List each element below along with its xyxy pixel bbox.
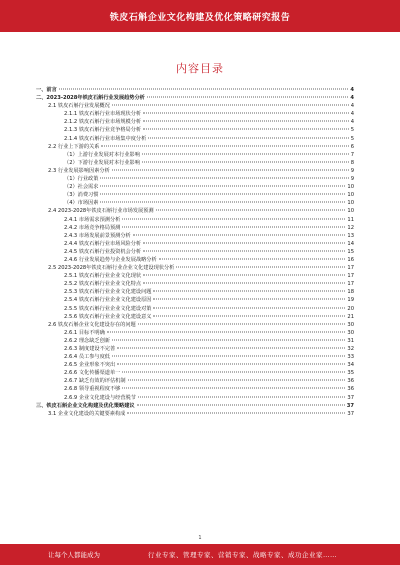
- toc-entry-label: （1）上游行业发展对本行业影响: [64, 151, 140, 158]
- toc-entry-label: 2.6 铁皮石斛企业文化建设存在的问题: [48, 321, 136, 328]
- toc-entry[interactable]: [36, 288, 354, 296]
- toc-entry-page: 10: [347, 192, 354, 199]
- toc-entry-page: 15: [347, 248, 354, 255]
- toc-entry[interactable]: [36, 321, 354, 329]
- toc-dot-leader: [156, 210, 346, 211]
- toc-entry-page: 4: [350, 87, 354, 93]
- toc-dot-leader: [122, 218, 345, 219]
- toc-dot-leader: [143, 121, 349, 122]
- toc-entry[interactable]: [36, 175, 354, 183]
- toc-entry-label: 2.6.3 制度建设不完善: [64, 346, 116, 352]
- toc-dot-leader: [100, 178, 348, 179]
- toc-entry-label: 3.1 企业文化建设的关键要素构成: [48, 410, 126, 417]
- toc-entry-label: （2）下游行业发展对本行业影响: [64, 159, 140, 166]
- toc-entry-label: 2.5.6 铁皮石斛行业企业文化建设意义: [64, 313, 152, 320]
- toc-dot-leader: [143, 113, 349, 114]
- toc-entry-label: 2.4.6 行业发展趋势与企业发展战略分析: [64, 256, 157, 263]
- toc-entry-label: （1）行业政策: [64, 176, 99, 183]
- toc-entry[interactable]: [36, 377, 354, 385]
- toc-entry-page: 12: [347, 224, 354, 231]
- toc-entry-page: 31: [347, 337, 354, 344]
- toc-entry[interactable]: [36, 86, 354, 94]
- toc-entry-page: 33: [347, 354, 354, 361]
- toc-entry-page: 7: [350, 151, 354, 158]
- toc-entry-label: （4）市场因素: [64, 200, 99, 207]
- toc-entry-page: 10: [347, 184, 354, 191]
- toc-entry[interactable]: [36, 280, 354, 288]
- toc-dot-leader: [117, 364, 345, 365]
- toc-dot-leader: [138, 323, 346, 324]
- toc-entry-label: 2.3 行业发展影响因素分析: [48, 167, 110, 174]
- footer-slogan-left: 让每个人都能成为: [48, 551, 100, 559]
- toc-entry-label: 2.5.5 铁皮石斛行业企业文化建设对策: [64, 305, 152, 312]
- toc-entry-label: 2.6.1 目标不明确: [64, 329, 105, 336]
- toc-dot-leader: [143, 129, 349, 130]
- toc-entry-page: 17: [347, 281, 354, 288]
- toc-entry[interactable]: [36, 110, 354, 118]
- toc-entry-label: 2.1 铁皮石斛行业发展概况: [48, 103, 110, 110]
- toc-dot-leader: [122, 226, 345, 227]
- toc-entry-label: 2.4.4 铁皮石斛行业市场风险分析: [64, 240, 142, 247]
- toc-entry[interactable]: [36, 151, 354, 159]
- toc-entry[interactable]: [36, 305, 354, 313]
- toc-dot-leader: [107, 331, 346, 332]
- toc-dot-leader: [117, 348, 345, 349]
- toc-entry-label: 2.4 2023-2028年铁皮石斛行业市场发展预测: [48, 208, 154, 215]
- toc-entry[interactable]: [36, 394, 354, 402]
- toc-entry[interactable]: [36, 216, 354, 224]
- toc-entry-page: 11: [347, 216, 354, 223]
- toc-dot-leader: [100, 202, 345, 203]
- toc-entry-page: 37: [347, 410, 354, 417]
- toc-entry[interactable]: [36, 264, 354, 272]
- toc-entry[interactable]: [36, 410, 354, 418]
- toc-dot-leader: [133, 234, 346, 235]
- toc-entry-page: 4: [350, 119, 354, 126]
- toc-entry-page: 20: [347, 305, 354, 312]
- toc-entry-label: 2.1.4 铁皮石斛行业市场集中度分析: [64, 135, 147, 142]
- toc-dot-leader: [143, 242, 345, 243]
- toc-entry-page: 9: [350, 176, 354, 183]
- toc-entry[interactable]: [36, 167, 354, 175]
- toc-entry-page: 30: [347, 329, 354, 336]
- toc-dot-leader: [143, 283, 345, 284]
- toc-entry-page: 21: [347, 313, 354, 320]
- toc-dot-leader: [148, 137, 348, 138]
- toc-entry[interactable]: [36, 329, 354, 337]
- toc-dot-leader: [112, 339, 345, 340]
- toc-entry[interactable]: [36, 361, 354, 369]
- toc-entry[interactable]: [36, 143, 354, 151]
- toc-entry[interactable]: [36, 248, 354, 256]
- toc-entry-page: 14: [347, 240, 354, 247]
- toc-entry-label: 2.5.4 铁皮石斛行业企业文化建设原因: [64, 297, 152, 304]
- toc-entry[interactable]: [36, 224, 354, 232]
- toc-entry-page: 30: [347, 321, 354, 328]
- toc-entry-page: 9: [350, 167, 354, 174]
- toc-entry-page: 13: [347, 232, 354, 239]
- toc-entry-page: 36: [347, 386, 354, 393]
- toc-entry-label: 2.6.4 员工参与度低: [64, 354, 110, 361]
- toc-entry-page: 17: [347, 265, 354, 272]
- toc-entry[interactable]: [36, 118, 354, 126]
- footer-slogan-right: 行业专家、管理专家、营销专家、战略专家、成功企业家……: [148, 551, 337, 559]
- toc-entry[interactable]: [36, 385, 354, 393]
- toc-entry-label: 2.5 2023-2028年铁皮石斛行业企业文化建设现状分析: [48, 265, 175, 272]
- toc-entry-label: 2.4.5 铁皮石斛行业投资机会分析: [64, 248, 142, 255]
- toc-entry-page: 37: [347, 394, 354, 401]
- toc-dot-leader: [142, 161, 349, 162]
- toc-dot-leader: [100, 194, 345, 195]
- toc-dot-leader: [153, 315, 345, 316]
- toc-dot-leader: [100, 186, 345, 187]
- toc-entry-page: 6: [350, 143, 354, 150]
- toc-entry-page: 4: [350, 95, 354, 102]
- toc-entry-page: 18: [347, 289, 354, 296]
- toc-entry-label: 2.5.3 铁皮石斛行业企业文化建设问题: [64, 289, 152, 296]
- toc-entry-label: 2.1.1 铁皮石斛行业市场现状分析: [64, 111, 142, 118]
- toc-heading: 内容目录: [176, 62, 224, 75]
- toc-entry-label: 2.1.2 铁皮石斛行业市场规模分析: [64, 119, 142, 126]
- toc-entry-page: 19: [347, 297, 354, 304]
- toc-entry-page: 10: [347, 200, 354, 207]
- toc-entry-label: （3）消费习惯: [64, 192, 99, 199]
- toc-dot-leader: [137, 404, 345, 405]
- toc-entry-label: 2.6.6 文化传播渠道单一: [64, 370, 121, 377]
- toc-entry-page: 5: [350, 127, 354, 134]
- toc-entry[interactable]: [36, 353, 354, 361]
- page-number: 1: [198, 535, 202, 541]
- table-of-contents: [36, 86, 354, 418]
- toc-entry-label: 2.6.5 企业形象不突出: [64, 362, 116, 369]
- toc-entry[interactable]: [36, 199, 354, 207]
- toc-entry-page: 4: [350, 103, 354, 110]
- header-banner: [0, 0, 400, 32]
- toc-entry-page: 8: [350, 159, 354, 166]
- toc-entry-label: 2.1.3 铁皮石斛行业竞争格局分析: [64, 127, 142, 134]
- toc-entry[interactable]: [36, 126, 354, 134]
- toc-entry-label: 二、2023-2028年铁皮石斛行业发展趋势分析: [36, 95, 145, 102]
- toc-entry-label: 2.2 行业上下游的关系: [48, 143, 100, 150]
- toc-dot-leader: [112, 169, 349, 170]
- toc-entry-label: 2.6.8 领导重视程度不够: [64, 386, 121, 393]
- toc-dot-leader: [153, 299, 345, 300]
- toc-entry-label: 2.6.9 企业文化建设与经营脱节: [64, 394, 136, 401]
- toc-entry[interactable]: [36, 402, 354, 410]
- toc-entry[interactable]: [36, 313, 354, 321]
- toc-dot-leader: [112, 356, 345, 357]
- toc-entry[interactable]: [36, 240, 354, 248]
- toc-entry-page: 16: [347, 256, 354, 263]
- toc-dot-leader: [176, 267, 345, 268]
- toc-entry-page: 35: [347, 370, 354, 377]
- toc-entry[interactable]: [36, 191, 354, 199]
- report-title: 铁皮石斛企业文化构建及优化策略研究报告: [109, 12, 291, 23]
- toc-entry[interactable]: [36, 94, 354, 102]
- toc-entry[interactable]: [36, 369, 354, 377]
- toc-entry-page: 36: [347, 378, 354, 385]
- toc-dot-leader: [112, 105, 349, 106]
- toc-entry[interactable]: [36, 256, 354, 264]
- toc-entry-page: 37: [346, 402, 354, 409]
- toc-dot-leader: [122, 388, 345, 389]
- toc-dot-leader: [153, 291, 345, 292]
- toc-entry-page: 4: [350, 111, 354, 118]
- toc-entry-label: 2.5.2 铁皮石斛行业企业文化特点: [64, 281, 142, 288]
- toc-entry[interactable]: [36, 345, 354, 353]
- toc-dot-leader: [59, 89, 349, 90]
- toc-entry[interactable]: [36, 183, 354, 191]
- toc-entry-label: 2.6.7 缺乏有效的评估机制: [64, 378, 126, 385]
- toc-dot-leader: [122, 372, 345, 373]
- toc-entry-label: 2.6.2 理念缺乏创新: [64, 337, 110, 344]
- toc-dot-leader: [127, 412, 345, 413]
- toc-entry-label: 2.4.1 市场需求预测分析: [64, 216, 121, 223]
- toc-entry-page: 5: [350, 135, 354, 142]
- toc-dot-leader: [153, 307, 345, 308]
- toc-entry[interactable]: [36, 232, 354, 240]
- toc-entry-label: 三、铁皮石斛企业文化构建及优化策略建议: [36, 402, 135, 409]
- toc-entry[interactable]: [36, 272, 354, 280]
- toc-entry[interactable]: [36, 159, 354, 167]
- toc-dot-leader: [143, 275, 345, 276]
- toc-dot-leader: [147, 97, 349, 98]
- toc-entry-label: 一、前言: [36, 87, 57, 93]
- toc-dot-leader: [142, 153, 349, 154]
- toc-entry-page: 17: [347, 273, 354, 280]
- toc-dot-leader: [128, 380, 346, 381]
- toc-entry-page: 34: [347, 362, 354, 369]
- toc-entry-label: （2）社会需求: [64, 184, 99, 191]
- toc-entry[interactable]: [36, 296, 354, 304]
- toc-entry[interactable]: [36, 102, 354, 110]
- toc-entry-label: 2.5.1 铁皮石斛行业企业文化现状: [64, 273, 142, 280]
- toc-entry-label: 2.4.2 市场竞争格局预测: [64, 224, 121, 231]
- footer-banner: [0, 544, 400, 565]
- toc-dot-leader: [159, 258, 346, 259]
- toc-entry-page: 10: [347, 208, 354, 215]
- toc-dot-leader: [138, 396, 345, 397]
- toc-entry[interactable]: [36, 135, 354, 143]
- toc-dot-leader: [101, 145, 348, 146]
- toc-entry[interactable]: [36, 337, 354, 345]
- toc-dot-leader: [143, 250, 345, 251]
- toc-entry[interactable]: [36, 207, 354, 215]
- toc-entry-label: 2.4.3 市场发展前景预测分析: [64, 232, 131, 239]
- toc-entry-page: 32: [347, 346, 354, 352]
